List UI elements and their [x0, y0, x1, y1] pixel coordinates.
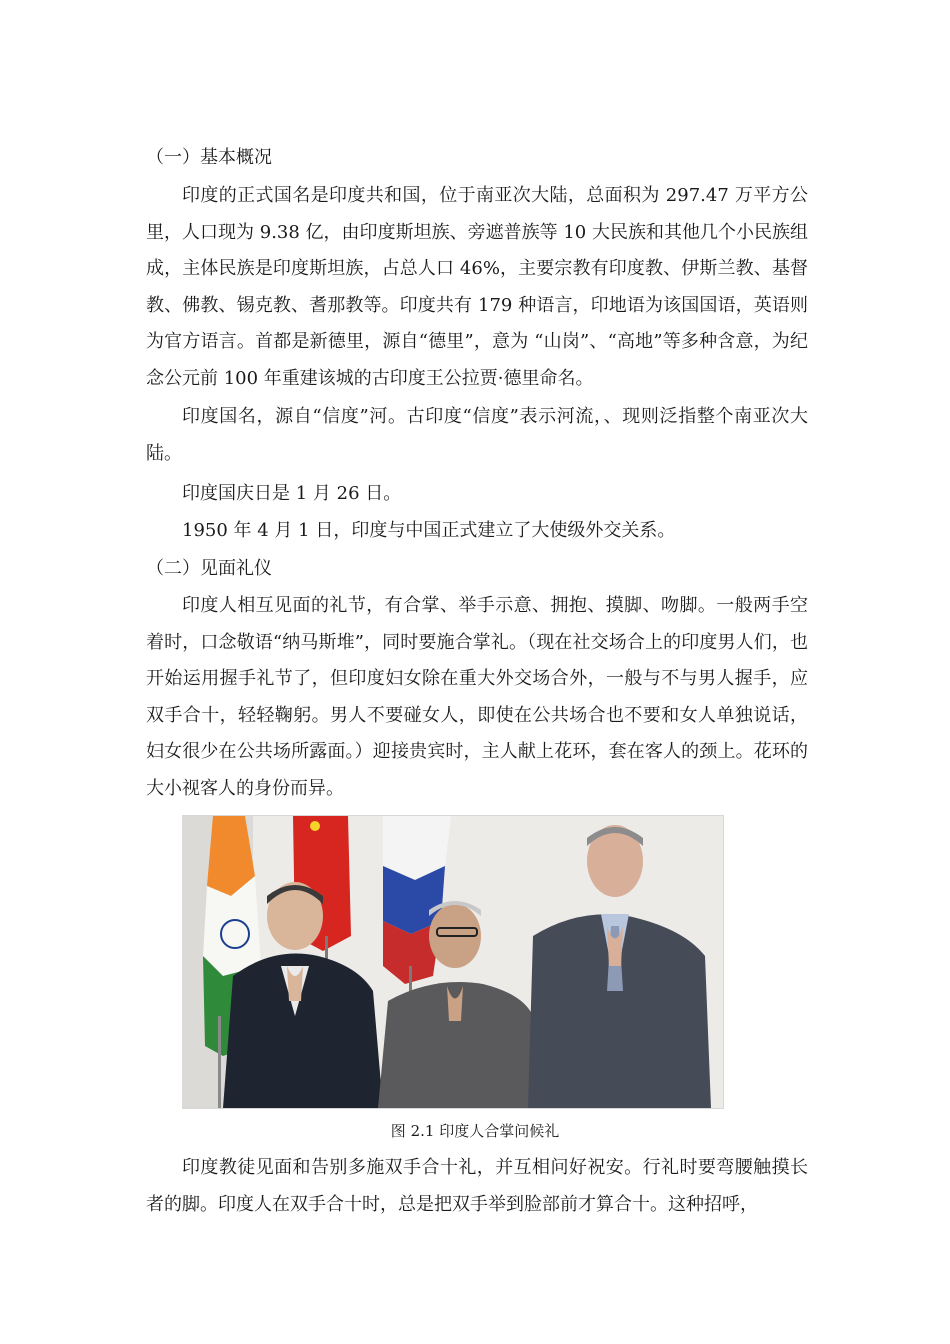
section-heading-basic-overview: （一）基本概况 [146, 147, 272, 168]
paragraph-diplomatic-relations: 1950 年 4 月 1 日，印度与中国正式建立了大使级外交关系。 [182, 520, 676, 541]
photo-namaste-greeting [182, 815, 724, 1109]
paragraph-hindu-greeting: 印度教徒见面和告别多施双手合十礼，并互相问好祝安。行礼时要弯腰触摸长者的脚。印度人在双手合十时，总是把双手举到脸部前才算合十。这种招呼， [146, 1157, 808, 1215]
paragraph-national-day: 印度国庆日是 1 月 26 日。 [182, 483, 402, 504]
paragraph-country-overview: 印度的正式国名是印度共和国，位于南亚次大陆，总面积为 297.47 万平方公里，人口现为 9.38 亿，由印度斯坦族、旁遮普族等 10 大民族和其他几个小民族组成，主体民族是印度斯坦族，占总人口 46%，主要宗教有印度教、伊斯兰教、基督教、佛教、锡克教、耆那教等。印度共有 179 种语言，印地语为该国国语，英语则为官方语言。首都是新德里，源自“德里”，意为 “山岗”、“高地”等多种含意，为纪念公元前 100 年重建该城的古印度王公拉贾·德里命名。 [146, 185, 808, 389]
section-heading-greeting-etiquette: （二）见面礼仪 [146, 558, 272, 579]
paragraph-greeting-customs: 印度人相互见面的礼节，有合掌、举手示意、拥抱、摸脚、吻脚。一般两手空着时，口念敬语“纳马斯堆”，同时要施合掌礼。（现在社交场合上的印度男人们，也开始运用握手礼节了，但印度妇女除在重大外交场合外，一般与不与男人握手，应双手合十，轻轻鞠躬。男人不要碰女人，即使在公共场合也不要和女人单独说话，妇女很少在公共场所露面。）迎接贵宾时，主人献上花环，套在客人的颈上。花环的大小视客人的身份而异。 [146, 595, 808, 799]
figure-caption: 图 2.1 印度人合掌问候礼 [390, 1122, 560, 1140]
paragraph-country-name-origin: 印度国名，源自“信度”河。古印度“信度”表示河流，、现则泛指整个南亚次大陆。 [146, 406, 808, 464]
